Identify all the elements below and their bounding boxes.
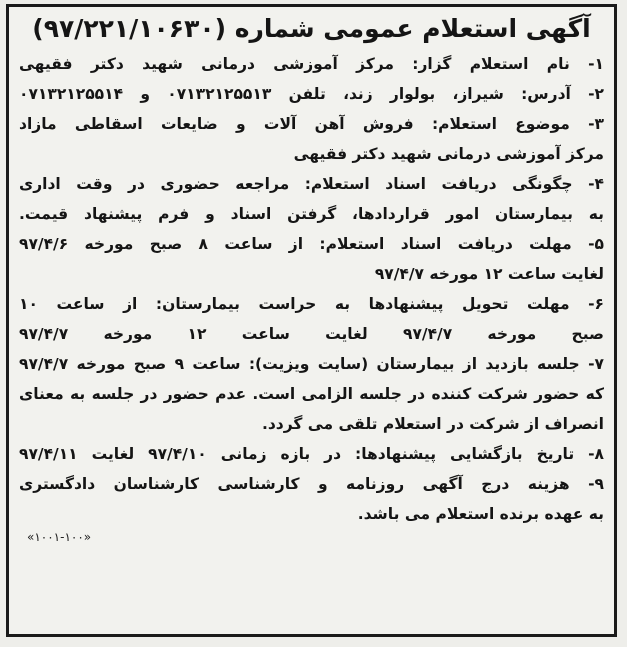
- notice-line-7: ۵- مهلت دریافت اسناد استعلام: از ساعت ۸ صبح مورخه ۹۷/۴/۶: [19, 235, 604, 253]
- notice-line-5: ۴- چگونگی دریافت اسناد استعلام: مراجعه حضوری در وقت اداری: [19, 175, 604, 193]
- notice-title: آگهی استعلام عمومی شماره (۹۷/۲۲۱/۱۰۶۳۰): [32, 14, 591, 43]
- notice-line-8: لغایت ساعت ۱۲ مورخه ۹۷/۴/۷: [374, 265, 604, 283]
- notice-line-9: ۶- مهلت تحویل پیشنهادها به حراست بیمارستان: از ساعت ۱۰: [19, 295, 604, 313]
- notice-line-16: به عهده برنده استعلام می باشد.: [357, 505, 604, 523]
- notice-line-12: که حضور شرکت کننده در جلسه الزامی است. عدم حضور در جلسه به معنای: [19, 385, 604, 403]
- notice-line-4: مرکز آموزشی درمانی شهید دکتر فقیهی: [293, 145, 604, 163]
- notice-reference-code: «۱۰۰۱-۱۰۰»: [27, 530, 92, 544]
- notice-line-15: ۹- هزینه درج آگهی روزنامه و کارشناسی کارشناسان دادگستری: [19, 475, 604, 493]
- notice-line-3: ۳- موضوع استعلام: فروش آهن آلات و ضایعات اسقاطی مازاد: [19, 115, 604, 133]
- notice-line-14: ۸- تاریخ بازگشایی پیشنهادها: در بازه زمانی ۹۷/۴/۱۰ لغایت ۹۷/۴/۱۱: [19, 445, 604, 463]
- notice-line-11: ۷- جلسه بازدید از بیمارستان (سایت ویزیت): ساعت ۹ صبح مورخه ۹۷/۴/۷: [19, 355, 604, 373]
- notice-line-1: ۱- نام استعلام گزار: مرکز آموزشی درمانی شهید دکتر فقیهی: [19, 55, 604, 73]
- notice-line-10: صبح مورخه ۹۷/۴/۷ لغایت ساعت ۱۲ مورخه ۹۷/۴/۷: [19, 325, 604, 343]
- notice-line-13: انصراف از شرکت در استعلام تلقی می گردد.: [261, 415, 604, 433]
- notice-box: [6, 4, 617, 637]
- notice-line-2: ۲- آدرس: شیراز، بولوار زند، تلفن ۰۷۱۳۲۱۲۵۵۱۳ و ۰۷۱۳۲۱۲۵۵۱۴: [19, 85, 604, 103]
- notice-line-6: به بیمارستان امور قراردادها، گرفتن اسناد و فرم پیشنهاد قیمت.: [19, 205, 604, 223]
